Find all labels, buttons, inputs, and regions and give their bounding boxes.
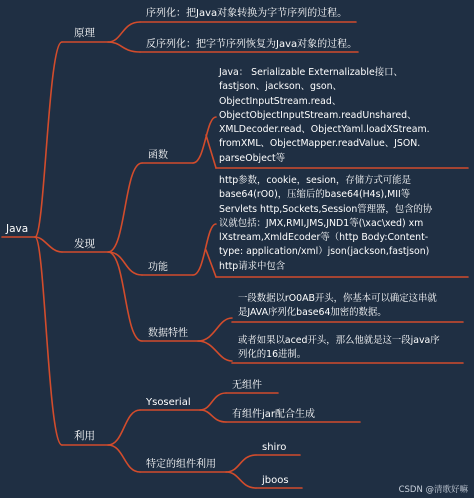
connector-ysoserial-item2 — [200, 410, 226, 422]
connector-principle-serialize — [108, 22, 140, 42]
discover-datafeatures-label: 数据特性 — [148, 328, 188, 339]
functions-line: parseObject等 — [219, 152, 286, 164]
datafeature-item1-line: 一段数据以rO0AB开头，你基本可以确定这串就 — [238, 293, 437, 304]
functions-line: ObjectObjectInputStream.readUnshared、 — [219, 109, 417, 121]
connector-exploit-specific — [108, 445, 140, 472]
functions-line: ObjectInputStream.read、 — [219, 95, 342, 107]
connector-root-principle — [35, 42, 62, 237]
specific-item-jboos: jboos — [262, 475, 289, 486]
functions-line: Java： Serializable Externalizable接口、 — [219, 67, 403, 78]
functions-line: fastjson、jackson、gson、 — [219, 81, 342, 93]
datafeature-item2-text — [238, 334, 440, 363]
features-line: lXstream,XmldEcoder等（http Body:Content- — [219, 232, 429, 244]
functions-line: XMLDecoder.read、ObjectYaml.loadXStream. — [219, 124, 430, 136]
connector-discover-datafeatures — [108, 252, 142, 341]
connector-specific-item1 — [226, 455, 256, 472]
features-line: Servlets http,Sockets,Session管理器，包含的协 — [219, 203, 433, 215]
features-line: http参数，cookie，sesion，存储方式可能是 — [219, 175, 411, 186]
connector-datafeatures-item2 — [198, 341, 232, 361]
discover-functions-label: 函数 — [148, 150, 168, 161]
ysoserial-item-with-jar: 有组件jar配合生成 — [232, 409, 316, 420]
connector-datafeatures-item1 — [198, 318, 232, 341]
datafeature-item2-line: 或者如果以aced开头，那么他就是这一段java序 — [238, 335, 440, 346]
discover-features-label: 功能 — [148, 262, 168, 273]
features-line: base64(rO0)，压缩后的base64(H4s),MII等 — [219, 189, 411, 201]
features-line: 议就包括：JMX,RMI,JMS,JND1等(\xac\xed) xm — [219, 217, 424, 229]
functions-line: fromXML、ObjectMapper.readValue、JSON. — [219, 138, 421, 150]
specific-item-shiro: shiro — [262, 442, 287, 453]
branch-discover-label: 发现 — [74, 238, 95, 250]
branch-principle-label: 原理 — [74, 27, 95, 39]
connector-specific-item2 — [226, 472, 256, 488]
connector-principle-deserialize — [108, 42, 140, 52]
features-text-block — [219, 174, 432, 274]
csdn-watermark: CSDN @清歌好嘛 — [398, 485, 468, 495]
connector-root-exploit — [35, 237, 62, 445]
functions-text-block — [219, 66, 430, 166]
connector-exploit-ysoserial — [108, 410, 140, 445]
ysoserial-item-no-component: 无组件 — [232, 380, 262, 391]
exploit-specific-label: 特定的组件利用 — [146, 459, 216, 470]
datafeature-item2-line: 列化的16进制。 — [238, 349, 307, 361]
features-line: http请求中包含 — [219, 260, 286, 272]
branch-exploit-label: 利用 — [74, 430, 95, 442]
principle-serialize-text: 序列化：把Java对象转换为字节序列的过程。 — [146, 8, 348, 19]
datafeature-item1-line: 是JAVA序列化base64加密的数据。 — [238, 307, 387, 319]
exploit-ysoserial-label: Ysoserial — [146, 397, 191, 408]
principle-deserialize-text: 反序列化：把字节序列恢复为Java对象的过程。 — [146, 39, 358, 50]
datafeature-item1-text — [238, 292, 437, 321]
connector-discover-functions — [108, 163, 142, 252]
connector-ysoserial-item1 — [200, 393, 226, 410]
features-line: type: application/xml）json(jackson,fastjson) — [219, 246, 430, 258]
root-node-label: Java — [6, 223, 29, 235]
